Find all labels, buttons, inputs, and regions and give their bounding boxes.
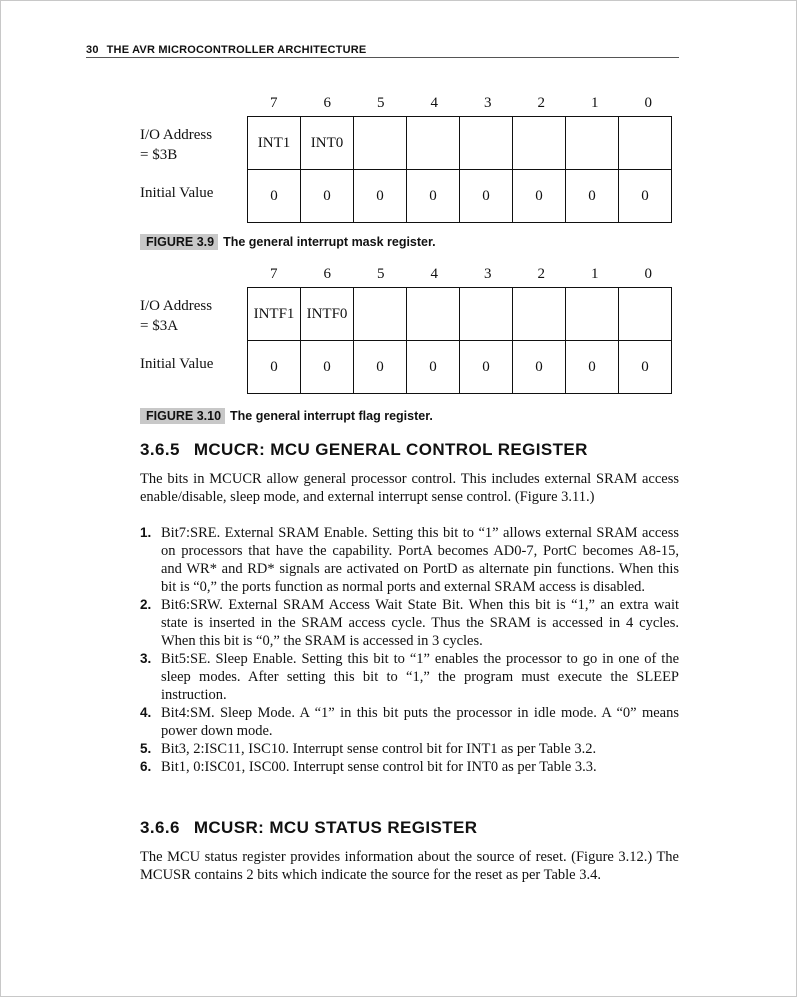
bit-number: 4 xyxy=(430,95,438,111)
bit-number: 5 xyxy=(377,266,385,282)
initial-value-row xyxy=(248,341,672,394)
bit-number: 6 xyxy=(323,95,331,111)
initial-value-cell: 0 xyxy=(354,341,407,394)
list-item xyxy=(140,650,679,704)
initial-value-cell: 0 xyxy=(513,170,566,223)
bit-name-cell xyxy=(354,288,407,341)
page-number: 30 xyxy=(86,44,99,56)
initial-value-cell: 0 xyxy=(301,170,354,223)
bit-name-cell xyxy=(566,288,619,341)
io-address-value: = $3B xyxy=(140,147,178,163)
list-item xyxy=(140,758,679,776)
figure-label: FIGURE 3.10 xyxy=(140,408,225,424)
bit-name-row xyxy=(248,288,672,341)
initial-value-cell: 0 xyxy=(407,341,460,394)
initial-value-cell: 0 xyxy=(301,341,354,394)
list-number: 5. xyxy=(140,741,152,756)
bit-name-cell xyxy=(513,288,566,341)
bit-name-cell: INTF0 xyxy=(301,288,354,341)
list-item-text: Bit4:SM. Sleep Mode. A “1” in this bit puts the processor in idle mode. A “0” means power down mode. xyxy=(161,705,679,739)
bit-number-row xyxy=(247,266,675,283)
figure-caption xyxy=(140,235,436,249)
io-address-label xyxy=(140,296,212,336)
section-heading xyxy=(140,818,477,838)
bit-name-cell xyxy=(460,288,513,341)
initial-value-cell: 0 xyxy=(354,170,407,223)
list-number: 1. xyxy=(140,525,152,540)
bit-number: 7 xyxy=(270,266,278,282)
figure-label: FIGURE 3.9 xyxy=(140,234,218,250)
bit-number: 6 xyxy=(323,266,331,282)
running-title: THE AVR MICROCONTROLLER ARCHITECTURE xyxy=(106,44,367,56)
initial-value-label: Initial Value xyxy=(140,356,214,372)
bit-number-row xyxy=(247,95,675,112)
bit-number: 2 xyxy=(537,95,545,111)
bit-number: 0 xyxy=(644,95,652,111)
figure-caption xyxy=(140,409,433,423)
initial-value-cell: 0 xyxy=(248,170,301,223)
list-item-text: Bit6:SRW. External SRAM Access Wait State Bit. When this bit is “1,” an extra wait state is inserted in the SRAM access cycle. Thus the SRAM is accessed in 4 cycles. When this bit is “0,” the SRAM is accessed in 3 cycles. xyxy=(161,597,679,649)
initial-value-cell: 0 xyxy=(566,341,619,394)
section-intro-paragraph: The bits in MCUCR allow general processor control. This includes external SRAM access enable/disable, sleep mode, and external interrupt sense control. (Figure 3.11.) xyxy=(140,471,679,505)
section-intro-paragraph: The MCU status register provides information about the source of reset. (Figure 3.12.) The MCUSR contains 2 bits which indicate the source for the reset as per Table 3.4. xyxy=(140,849,679,883)
bit-number: 3 xyxy=(484,95,492,111)
io-address-value: = $3A xyxy=(140,318,179,334)
section-title: MCUSR: MCU STATUS REGISTER xyxy=(193,818,478,837)
bit-name-cell: INT0 xyxy=(301,117,354,170)
list-number: 4. xyxy=(140,705,152,720)
section-number: 3.6.5 xyxy=(140,440,180,459)
bit-number: 3 xyxy=(484,266,492,282)
bit-number: 2 xyxy=(537,266,545,282)
initial-value-cell: 0 xyxy=(513,341,566,394)
bit-name-cell xyxy=(407,117,460,170)
register-bit-table xyxy=(247,287,672,394)
bit-number: 4 xyxy=(430,266,438,282)
initial-value-row xyxy=(248,170,672,223)
initial-value-cell: 0 xyxy=(619,170,672,223)
bit-number: 7 xyxy=(270,95,278,111)
figure-caption-text: The general interrupt flag register. xyxy=(230,409,433,423)
bit-name-cell: INTF1 xyxy=(248,288,301,341)
initial-value-cell: 0 xyxy=(619,341,672,394)
list-item xyxy=(140,524,679,596)
list-number: 3. xyxy=(140,651,152,666)
list-item xyxy=(140,596,679,650)
bit-name-cell xyxy=(407,288,460,341)
list-item-text: Bit3, 2:ISC11, ISC10. Interrupt sense control bit for INT1 as per Table 3.2. xyxy=(161,741,597,757)
bit-name-cell xyxy=(354,117,407,170)
bit-name-cell xyxy=(460,117,513,170)
bit-name-cell xyxy=(619,117,672,170)
list-number: 2. xyxy=(140,597,152,612)
section-title: MCUCR: MCU GENERAL CONTROL REGISTER xyxy=(193,440,588,459)
io-address-line: I/O Address xyxy=(140,127,213,143)
bit-number: 1 xyxy=(591,266,599,282)
bit-number: 1 xyxy=(591,95,599,111)
list-item-text: Bit7:SRE. External SRAM Enable. Setting this bit to “1” allows external SRAM access on processors that have the capability. PortA becomes AD0-7, PortC becomes A8-15, and WR* and RD* signals are activated on PortD as alternate pin functions. When this bit is “0,” the ports function as normal ports and external SRAM access is disabled. xyxy=(161,525,679,595)
bit-number: 5 xyxy=(377,95,385,111)
list-number: 6. xyxy=(140,759,152,774)
section-heading xyxy=(140,440,588,460)
list-item xyxy=(140,740,679,758)
bit-name-cell xyxy=(566,117,619,170)
running-head xyxy=(86,44,679,58)
figure-caption-text: The general interrupt mask register. xyxy=(223,235,436,249)
register-bit-table xyxy=(247,116,672,223)
list-item-text: Bit5:SE. Sleep Enable. Setting this bit to “1” enables the processor to go in one of the sleep modes. After setting this bit to “1,” the program must execute the SLEEP instruction. xyxy=(161,651,679,703)
list-item xyxy=(140,704,679,740)
bit-name-row xyxy=(248,117,672,170)
io-address-line: I/O Address xyxy=(140,298,213,314)
bit-name-cell xyxy=(619,288,672,341)
bit-description-list xyxy=(140,524,679,776)
initial-value-cell: 0 xyxy=(407,170,460,223)
initial-value-label: Initial Value xyxy=(140,185,214,201)
bit-name-cell: INT1 xyxy=(248,117,301,170)
list-item-text: Bit1, 0:ISC01, ISC00. Interrupt sense control bit for INT0 as per Table 3.3. xyxy=(161,759,597,775)
initial-value-cell: 0 xyxy=(248,341,301,394)
bit-name-cell xyxy=(513,117,566,170)
section-number: 3.6.6 xyxy=(140,818,180,837)
initial-value-cell: 0 xyxy=(460,341,513,394)
io-address-label xyxy=(140,125,212,165)
initial-value-cell: 0 xyxy=(566,170,619,223)
bit-number: 0 xyxy=(644,266,652,282)
initial-value-cell: 0 xyxy=(460,170,513,223)
